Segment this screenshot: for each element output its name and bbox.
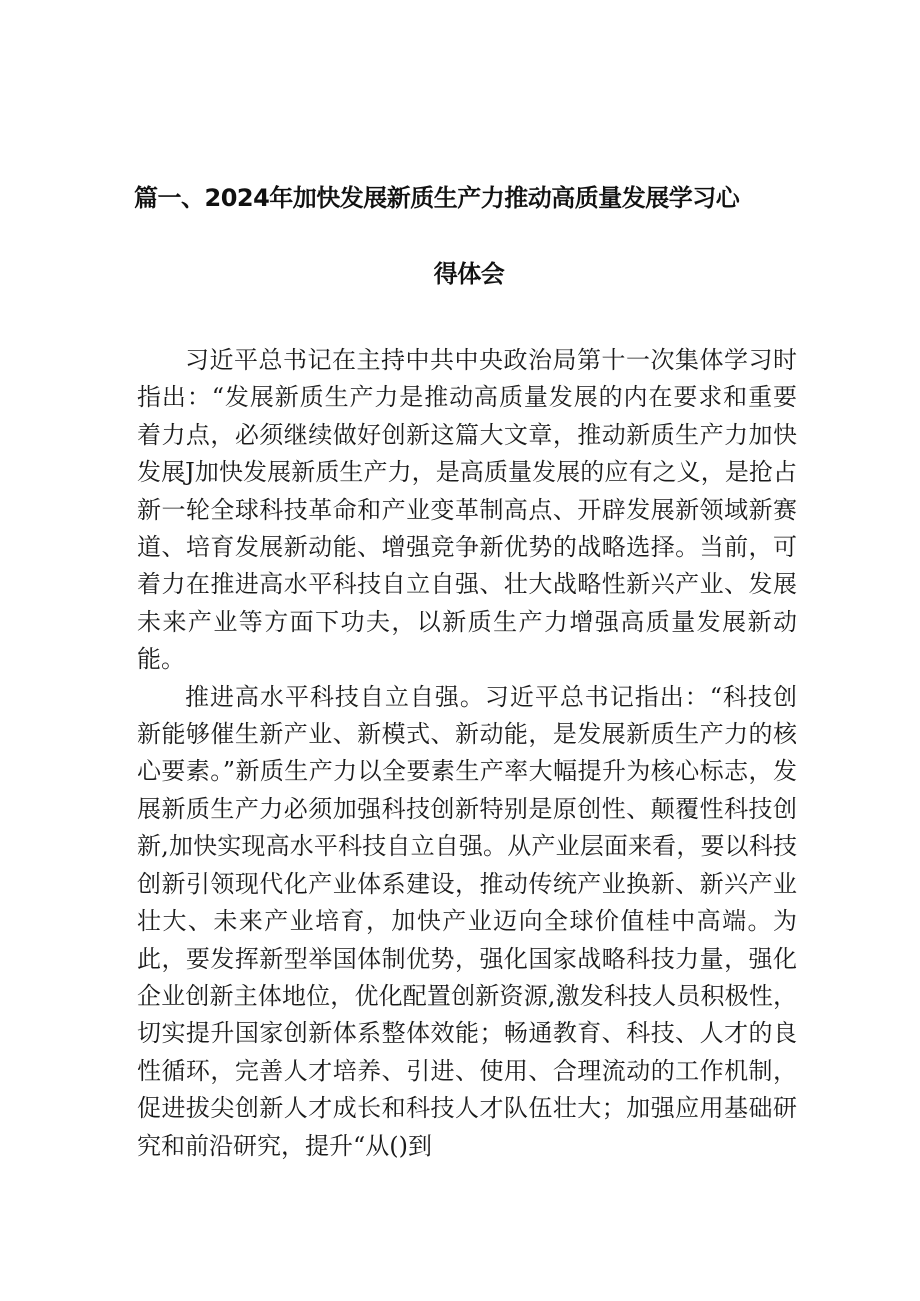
paragraph-tech-self-reliance: 推进高水平科技自立自强。习近平总书记指出：“科技创新能够催生新产业、新模式、新动能，是发展新质生产力的核心要素。”新质生产力以全要素生产率大幅提升为核心标志，发展新质生产力必须加强科技创新特别是原创性、颠覆性科技创新,加快实现高水平科技自立自强。从产业层面来看，要以科技创新引领现代化产业体系建设，推动传统产业换新、新兴产业壮大、未来产业培育，加快产业迈向全球价值桂中高端。为此，要发挥新型举国体制优势，强化国家战略科技力量，强化企业创新主体地位，优化配置创新资源,激发科技人员积极性，切实提升国家创新体系整体效能；畅通教育、科技、人才的良性循环，完善人才培养、引进、使用、合理流动的工作机制，促进拔尖创新人才成长和科技人才队伍壮大；加强应用基础研究和前沿研究，提升“从()到 [137, 682, 797, 1160]
document-title-line-2: 得体会 [433, 260, 505, 288]
document-title-line-1: 篇一、2024年加快发展新质生产力推动高质量发展学习心 [134, 184, 740, 212]
paragraph-intro: 习近平总书记在主持中共中央政治局第十一次集体学习时指出：“发展新质生产力是推动高质量发展的内在要求和重要着力点，必须继续做好创新这篇大文章，推动新质生产力加快发展J加快发展新质生产力，是高质量发展的应有之义，是抢占新一轮全球科技革命和产业变革制高点、开辟发展新领域新赛道、培育发展新动能、增强竞争新优势的战略选择。当前，可着力在推进高水平科技自立自强、壮大战略性新兴产业、发展未来产业等方面下功夫，以新质生产力增强高质量发展新动能。 [137, 346, 797, 674]
document-body [137, 342, 797, 1165]
